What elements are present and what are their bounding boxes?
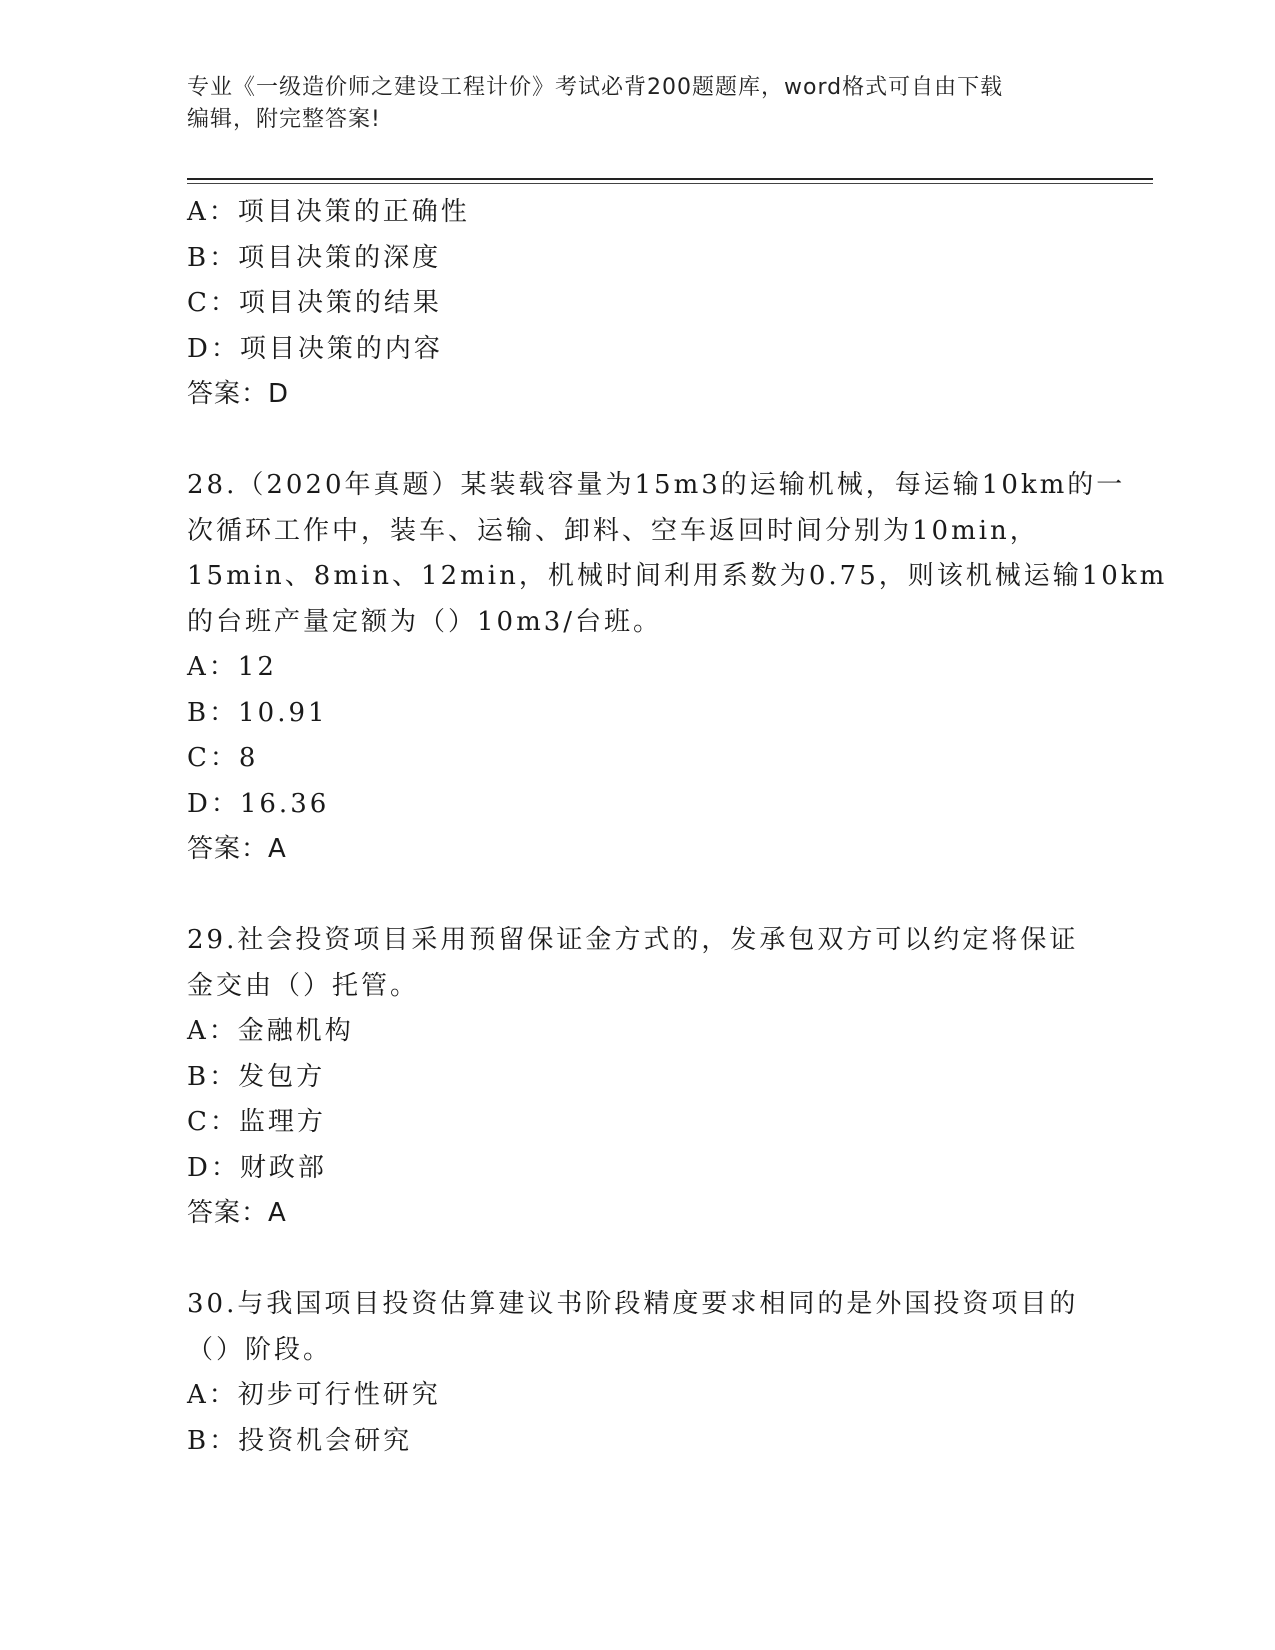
option-c: C：8 bbox=[187, 743, 259, 773]
option-d: D：项目决策的内容 bbox=[187, 333, 443, 364]
question-text-line: 次循环工作中，装车、运输、卸料、空车返回时间分别为10min， bbox=[187, 515, 1039, 546]
page-header bbox=[187, 72, 1067, 136]
option-b: B：项目决策的深度 bbox=[187, 242, 442, 273]
option-d: D：16.36 bbox=[187, 788, 330, 819]
header-divider-thick bbox=[187, 178, 1153, 180]
spacer bbox=[187, 418, 1087, 464]
question-text-line: 29.社会投资项目采用预留保证金方式的，发承包双方可以约定将保证 bbox=[187, 925, 1079, 955]
question-28 bbox=[187, 463, 1168, 873]
question-text-line: 28.（2020年真题）某装载容量为15m3的运输机械，每运输10km的一 bbox=[187, 470, 1126, 500]
option-c: C：项目决策的结果 bbox=[187, 288, 442, 318]
answer-line: 答案：A bbox=[187, 1198, 287, 1228]
question-text-line: 金交由（）托管。 bbox=[187, 970, 420, 1001]
option-a: A：初步可行性研究 bbox=[187, 1380, 441, 1410]
question-text-line: 15min、8min、12min，机械时间利用系数为0.75，则该机械运输10km bbox=[187, 561, 1168, 591]
spacer bbox=[187, 1237, 1087, 1283]
option-a: A：项目决策的正确性 bbox=[187, 197, 470, 227]
option-b: B：10.91 bbox=[187, 697, 328, 728]
question-text-line: 的台班产量定额为（）10m3/台班。 bbox=[187, 606, 663, 637]
question-30 bbox=[187, 1282, 1087, 1464]
question-29 bbox=[187, 918, 1087, 1237]
answer-line: 答案：A bbox=[187, 834, 287, 864]
answer-line: 答案：D bbox=[187, 379, 290, 409]
option-d: D：财政部 bbox=[187, 1152, 327, 1183]
option-a: A：12 bbox=[187, 652, 277, 682]
header-divider-thin bbox=[187, 183, 1153, 184]
question-27 bbox=[187, 190, 1087, 418]
question-content bbox=[187, 190, 1168, 1464]
option-b: B：投资机会研究 bbox=[187, 1425, 413, 1456]
header-title-line-1: 专业《一级造价师之建设工程计价》考试必背200题题库，word格式可自由下载 bbox=[187, 75, 1004, 100]
header-title-line-2: 编辑，附完整答案! bbox=[187, 107, 381, 132]
option-c: C：监理方 bbox=[187, 1107, 326, 1137]
option-a: A：金融机构 bbox=[187, 1016, 354, 1046]
spacer bbox=[187, 873, 1087, 919]
option-b: B：发包方 bbox=[187, 1061, 326, 1092]
question-text-line: 30.与我国项目投资估算建议书阶段精度要求相同的是外国投资项目的 bbox=[187, 1289, 1079, 1319]
question-text-line: （）阶段。 bbox=[187, 1334, 333, 1365]
